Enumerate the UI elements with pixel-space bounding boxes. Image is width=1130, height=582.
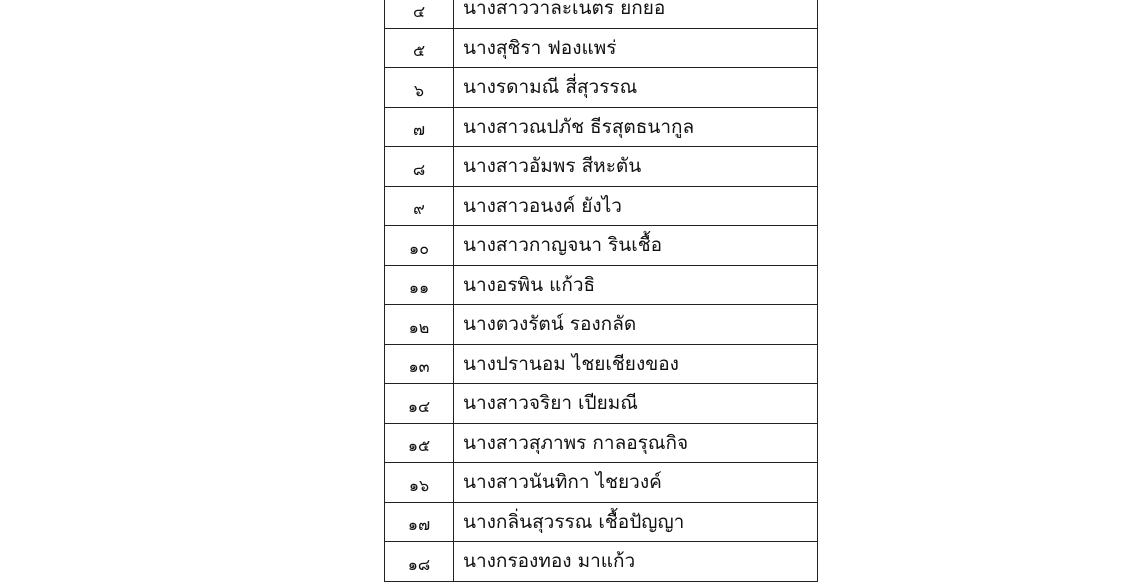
table-row bbox=[385, 107, 818, 147]
row-number: ๑๑ bbox=[385, 265, 454, 305]
row-number: ๑๕ bbox=[385, 423, 454, 463]
person-name: นางกลิ่นสุวรรณ เชื้อปัญญา bbox=[454, 502, 818, 542]
row-number: ๘ bbox=[385, 147, 454, 187]
person-name: นางสาวอนงค์ ยังไว bbox=[454, 186, 818, 226]
name-list-table-container bbox=[384, 0, 809, 582]
row-number: ๕ bbox=[385, 28, 454, 68]
person-name: นางสาวจริยา เปียมณี bbox=[454, 384, 818, 424]
row-number: ๖ bbox=[385, 68, 454, 108]
table-row bbox=[385, 423, 818, 463]
row-number: ๑๖ bbox=[385, 463, 454, 503]
row-number: ๑๗ bbox=[385, 502, 454, 542]
person-name: นางตวงรัตน์ รองกลัด bbox=[454, 305, 818, 345]
name-list-table bbox=[384, 0, 818, 582]
table-row bbox=[385, 265, 818, 305]
table-row bbox=[385, 226, 818, 266]
person-name: นางสาวสุภาพร กาลอรุณกิจ bbox=[454, 423, 818, 463]
table-row bbox=[385, 542, 818, 582]
row-number: ๑๒ bbox=[385, 305, 454, 345]
person-name: นางสาวอัมพร สีหะตัน bbox=[454, 147, 818, 187]
table-row bbox=[385, 0, 818, 28]
person-name: นางสาววาละเนตร ยกยอ bbox=[454, 0, 818, 28]
table-row bbox=[385, 186, 818, 226]
row-number: ๑๐ bbox=[385, 226, 454, 266]
person-name: นางอรพิน แก้วธิ bbox=[454, 265, 818, 305]
person-name: นางสุชิรา ฟองแพร่ bbox=[454, 28, 818, 68]
table-row bbox=[385, 463, 818, 503]
table-row bbox=[385, 502, 818, 542]
person-name: นางกรองทอง มาแก้ว bbox=[454, 542, 818, 582]
table-row bbox=[385, 68, 818, 108]
row-number: ๑๓ bbox=[385, 344, 454, 384]
row-number: ๗ bbox=[385, 107, 454, 147]
person-name: นางสาวณปภัช ธีรสุตธนากูล bbox=[454, 107, 818, 147]
table-row bbox=[385, 147, 818, 187]
table-row bbox=[385, 305, 818, 345]
table-row bbox=[385, 28, 818, 68]
table-row bbox=[385, 384, 818, 424]
row-number: ๔ bbox=[385, 0, 454, 28]
person-name: นางสาวกาญจนา รินเชื้อ bbox=[454, 226, 818, 266]
row-number: ๑๔ bbox=[385, 384, 454, 424]
person-name: นางปรานอม ไชยเชียงของ bbox=[454, 344, 818, 384]
row-number: ๙ bbox=[385, 186, 454, 226]
person-name: นางรดามณี สี่สุวรรณ bbox=[454, 68, 818, 108]
person-name: นางสาวนันทิกา ไชยวงค์ bbox=[454, 463, 818, 503]
row-number: ๑๘ bbox=[385, 542, 454, 582]
table-row bbox=[385, 344, 818, 384]
